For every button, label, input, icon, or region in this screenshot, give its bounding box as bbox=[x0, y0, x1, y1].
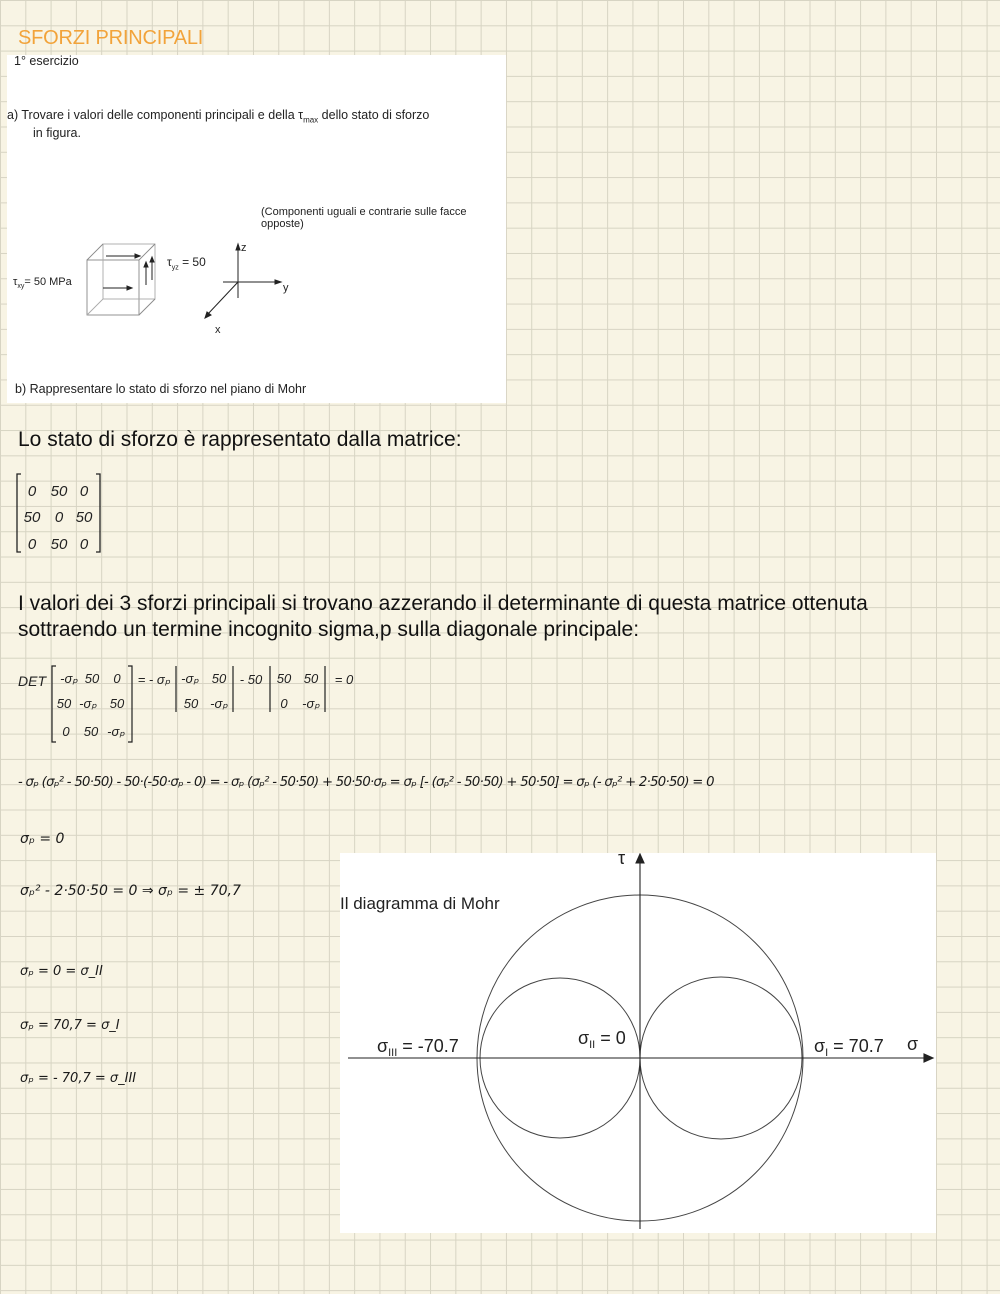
eq-mid: - 50 bbox=[239, 672, 263, 687]
mohr-diagram bbox=[340, 853, 936, 1233]
minor1-cell: -σₚ bbox=[210, 696, 228, 711]
question-a-line2: in figura. bbox=[33, 126, 81, 140]
det-cell: -σₚ bbox=[60, 671, 78, 686]
exercise-figure bbox=[7, 55, 506, 403]
determinant-equation bbox=[14, 660, 364, 746]
eq-end: = 0 bbox=[334, 672, 354, 687]
matrix-cell: 50 bbox=[50, 483, 68, 500]
det-cell: 0 bbox=[62, 724, 70, 739]
axis-x-label: x bbox=[215, 324, 221, 336]
sigma-ii-label: $\sigma_{II} = 0$ bbox=[578, 1028, 626, 1051]
question-b: b) Rappresentare lo stato di sforzo nel piano di Mohr bbox=[15, 382, 307, 396]
solution-zero: σₚ = 0 bbox=[20, 831, 65, 847]
det-label: DET bbox=[18, 673, 46, 689]
sigma-i-label: $\sigma_I = 70.7$ bbox=[814, 1036, 884, 1059]
mohr-title: Il diagramma di Mohr bbox=[340, 894, 500, 913]
matrix-cell: 0 bbox=[79, 483, 89, 500]
sigma-iii-label: $\sigma_{III} = -70.7$ bbox=[377, 1036, 459, 1059]
sigma-axis-arrow-icon bbox=[924, 1054, 933, 1062]
page-title: SFORZI PRINCIPALI bbox=[18, 27, 204, 49]
det-cell: -σₚ bbox=[79, 696, 97, 711]
det-cell: 0 bbox=[113, 671, 121, 686]
det-cell: 50 bbox=[83, 724, 99, 739]
exercise-heading: 1° esercizio bbox=[14, 54, 79, 68]
expansion-line: - σₚ (σₚ² - 50·50) - 50·(-50·σₚ - 0) = - σₚ (σₚ² - 50·50) + 50·50·σₚ = σₚ [- (σₚ² - 50·50) + 50·50] = σₚ (- σₚ² + 2·50·50) = 0 bbox=[18, 775, 714, 790]
axis-z-label: z bbox=[241, 242, 247, 254]
tau-axis-arrow-icon bbox=[636, 854, 644, 863]
axis-y-label: y bbox=[283, 282, 289, 294]
stress-arrows bbox=[103, 254, 154, 290]
det-cell: 50 bbox=[109, 696, 125, 711]
intro-text: Lo stato di sforzo è rappresentato dalla matrice: bbox=[18, 428, 462, 451]
minor2-cell: 50 bbox=[303, 671, 319, 686]
explanation-line-2: sottraendo un termine incognito sigma,p sulla diagonale principale: bbox=[18, 618, 640, 641]
sigma-axis-label: σ bbox=[907, 1034, 919, 1054]
matrix-cell: 50 bbox=[75, 509, 93, 526]
matrix-cell: 0 bbox=[79, 536, 89, 553]
tau-yz-label: $\tau_{yz} = 50$ bbox=[167, 255, 206, 272]
minor2-cell: -σₚ bbox=[302, 696, 320, 711]
matrix-cell: 0 bbox=[54, 509, 64, 526]
matrix-cell: 0 bbox=[27, 483, 37, 500]
minor2-cell: 0 bbox=[280, 696, 288, 711]
solution-quadratic: σₚ² - 2·50·50 = 0 ⇒ σₚ = ± 70,7 bbox=[20, 883, 241, 899]
result-sigma-i: σₚ = 70,7 = σ_I bbox=[20, 1018, 120, 1033]
cube-icon bbox=[87, 244, 155, 315]
det-cell: -σₚ bbox=[107, 724, 125, 739]
minor1-cell: -σₚ bbox=[181, 671, 199, 686]
result-sigma-iii: σₚ = - 70,7 = σ_III bbox=[20, 1071, 137, 1086]
eq-start: = - σₚ bbox=[137, 672, 171, 687]
axes-icon bbox=[205, 244, 281, 318]
tau-axis-label: τ bbox=[618, 853, 626, 868]
stress-cube-diagram bbox=[7, 55, 506, 403]
tau-xy-label: $\tau_{xy}= 50$ MPa bbox=[13, 276, 72, 291]
minor1-cell: 50 bbox=[211, 671, 227, 686]
result-sigma-ii: σₚ = 0 = σ_II bbox=[20, 964, 103, 979]
stress-matrix bbox=[14, 472, 106, 554]
det-cell: 50 bbox=[84, 671, 100, 686]
minor2-cell: 50 bbox=[276, 671, 292, 686]
matrix-cell: 50 bbox=[50, 536, 68, 553]
exercise-note: (Componenti uguali e contrarie sulle facce opposte) bbox=[261, 206, 467, 230]
matrix-cell: 0 bbox=[27, 536, 37, 553]
det-cell: 50 bbox=[56, 696, 72, 711]
explanation-line-1: I valori dei 3 sforzi principali si trovano azzerando il determinante di questa matrice ottenuta bbox=[18, 592, 868, 615]
minor1-cell: 50 bbox=[183, 696, 199, 711]
question-a: a) Trovare i valori delle componenti principali e della $\tau_{max}$ dello stato di sforzo bbox=[7, 108, 430, 125]
matrix-cell: 50 bbox=[23, 509, 41, 526]
